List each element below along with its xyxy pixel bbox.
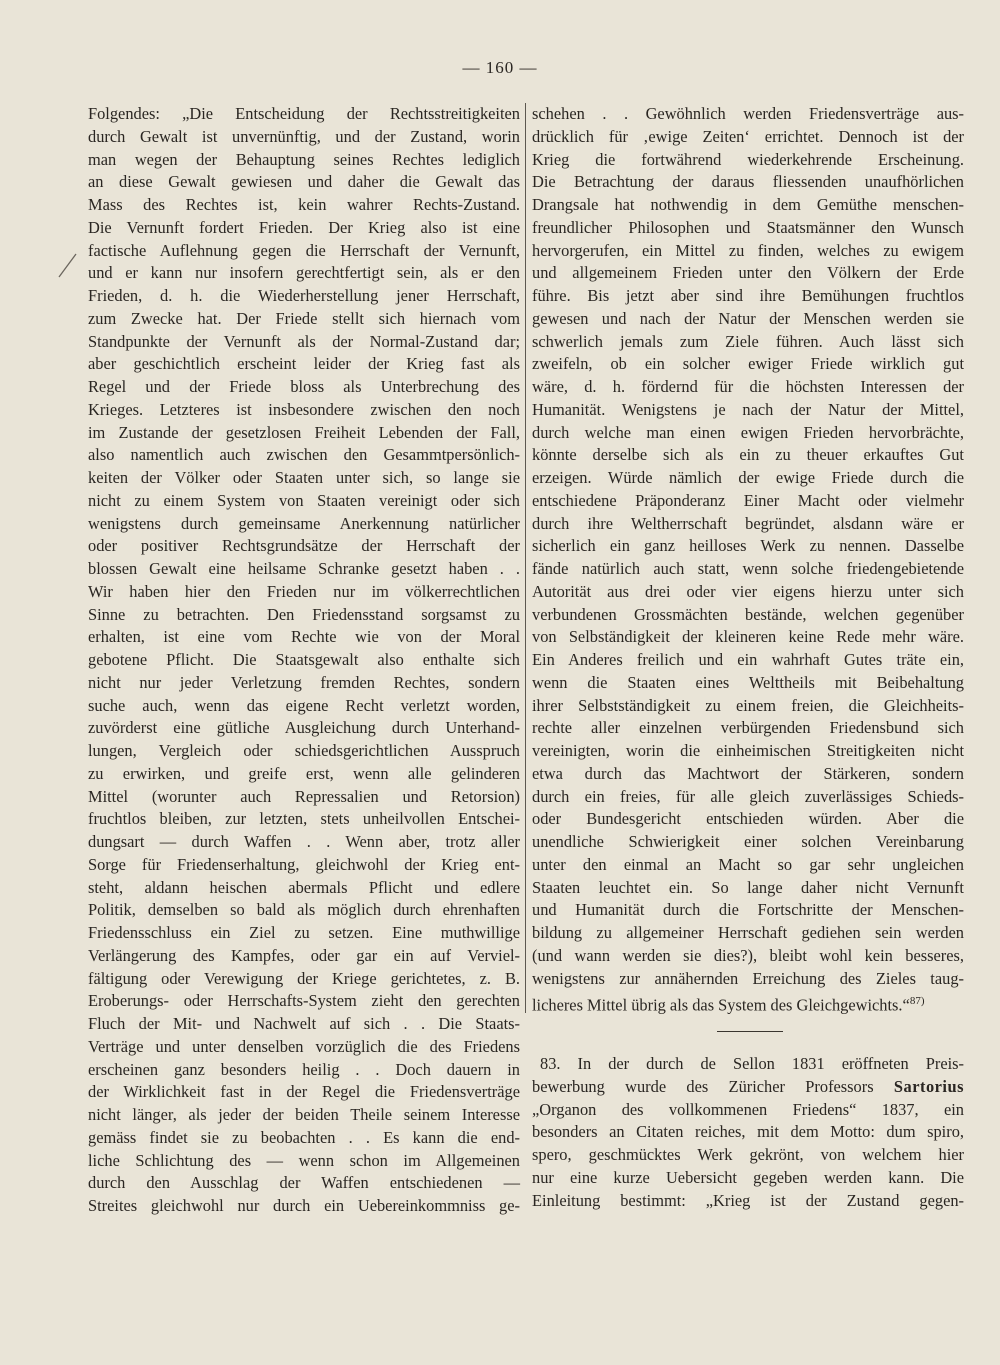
text-line: zuvörderst eine gütliche Ausgleichung durch Unterhand- xyxy=(88,718,520,738)
section-83-rest xyxy=(532,1099,964,1213)
text-line: Mass des Rechtes ist, kein wahrer Rechts-Zustand. xyxy=(88,195,520,214)
text-line: nicht länger, als jeder der beiden Theile seinem Interesse xyxy=(88,1105,520,1124)
text-line: Wir haben hier den Frieden nur im völkerrechtlichen xyxy=(88,581,520,601)
text-line: nur eine kurze Uebersicht gegeben werden kann. Die xyxy=(532,1167,964,1187)
text-line: Mittel (worunter auch Repressalien und Retorsion) xyxy=(88,786,520,806)
text-line: Verlängerung des Kampfes, oder gar ein auf Verviel- xyxy=(88,945,520,965)
text-line: gewesen und nach der Natur der Menschen werden sie xyxy=(532,308,964,328)
footnote-marker: 87) xyxy=(909,995,925,1008)
text-line: suche auch, wenn das eigene Recht verletzt worden, xyxy=(88,695,520,715)
text-line: man wegen der Behauptung seines Rechtes lediglich xyxy=(88,149,520,169)
text-line: Krieg die fortwährend wiederkehrende Erscheinung. xyxy=(532,149,964,169)
text-line: Einleitung bestimmt: „Krieg ist der Zustand gegen- xyxy=(532,1190,964,1210)
text-line: von Selbständigkeit der kleineren keine Rede mehr wäre. xyxy=(532,627,964,647)
left-column xyxy=(88,103,520,1218)
text-line: wenn die Staaten eines Welttheils mit Beibehaltung xyxy=(532,672,964,692)
text-line: Ein Anderes freilich und ein wahrhaft Gutes träte ein, xyxy=(532,650,964,669)
text-line: Regel und der Friede bloss als Unterbrechung des xyxy=(88,377,520,396)
text-line: Friedensschluss ein Ziel zu setzen. Eine muthwillige xyxy=(88,923,520,942)
text-line: bildung zu allgemeiner Herrschaft gediehen sein werden xyxy=(532,923,964,942)
pencil-margin-mark xyxy=(56,250,78,280)
text-line: unendliche Schwierigkeit einer solchen Vereinbarung xyxy=(532,832,964,851)
text-line: durch ihre Weltherrschaft begründet, alsdann wäre er xyxy=(532,513,964,533)
text-line: „Organon des vollkommenen Friedens“ 1837, ein xyxy=(532,1099,964,1119)
text-line: vereinigten, worin die einheimischen Streitigkeiten nicht xyxy=(532,741,964,760)
text-line: Autorität aus drei oder vier eigens hierzu unter sich xyxy=(532,581,964,601)
text-line: zu erwirken, und greife erst, wenn alle gelinderen xyxy=(88,763,520,783)
text-line: Fluch der Mit- und Nachwelt auf sich . . Die Staats- xyxy=(88,1014,520,1033)
text-line: Sinne zu betrachten. Den Friedensstand sorgsamst zu xyxy=(88,604,520,624)
text-line: fände natürlich auch statt, wenn solche friedengebietende xyxy=(532,559,964,578)
text-line: und allgemeinem Frieden unter den Völkern der Erde xyxy=(532,263,964,283)
text-line: fältigung oder Verewigung der Kriege gerichtetes, z. B. xyxy=(88,968,520,988)
text-line: factische Auflehnung gegen die Herrschaft der Vernunft, xyxy=(88,240,520,260)
text-line: nicht nur jeder Verletzung fremden Rechtes, sondern xyxy=(88,672,520,692)
text-line: Drangsale hat nothwendig in dem Gemüthe menschen- xyxy=(532,195,964,214)
text-line: führe. Bis jetzt aber sind ihre Bemühungen fruchtlos xyxy=(532,286,964,305)
text-line: oder Bundesgericht entschieden würden. Aber die xyxy=(532,809,964,829)
text-line: Verträge und unter denselben vorzüglich die des Friedens xyxy=(88,1036,520,1056)
author-name: Sartorius xyxy=(893,1076,964,1096)
text-line: der Wirklichkeit fast in der Regel die Friedensverträge xyxy=(88,1082,520,1102)
text-line: Die Vernunft fordert Frieden. Der Krieg also ist eine xyxy=(88,217,520,237)
text-line: erscheinen ganz besonders heilig . . Doch dauern in xyxy=(88,1059,520,1079)
text-line: wenigstens durch gemeinsame Anerkennung natürlicher xyxy=(88,513,520,533)
text-line: hervorgerufen, ein Mittel zu finden, welches zu ewigem xyxy=(532,240,964,260)
text-line: durch den Ausschlag der Waffen entschiedenen — xyxy=(88,1173,520,1193)
text-line: wäre, d. h. fördernd für die höchsten Interessen der xyxy=(532,377,964,396)
text-line: wenigstens zur annähernden Erreichung des Zieles taug- xyxy=(532,968,964,988)
page-number: — 160 — xyxy=(462,58,538,77)
column-divider xyxy=(525,103,526,1013)
text-line: etwa durch das Machtwort der Stärkeren, sondern xyxy=(532,763,964,783)
text-line: freundlicher Philosophen und Staatsmänner den Wunsch xyxy=(532,217,964,237)
text-line: dungsart — durch Waffen . . Wenn aber, trotz aller xyxy=(88,832,520,851)
text-line: und er kann nur insofern gerechtfertigt sein, als er den xyxy=(88,263,520,283)
section-83-line: 83. In der durch de Sellon 1831 eröffneten Preis- xyxy=(540,1054,964,1073)
text-line: besonders an Citaten reiches, mit dem Motto: dum spiro, xyxy=(532,1122,964,1142)
text-line: durch ein freies, für alle gleich zuverlässiges Schieds- xyxy=(532,786,964,806)
section-83 xyxy=(532,1053,964,1212)
text-line: zum Zwecke hat. Der Friede stellt sich hiernach vom xyxy=(88,308,520,328)
text-line: blossen Gewalt eine heilsame Schranke gesetzt haben . . xyxy=(88,559,520,578)
text-line: sicherlich ein ganz heilloses Werk zu nennen. Dasselbe xyxy=(532,536,964,556)
text-line: (und wann werden sie dies?), bleibt wohl kein besseres, xyxy=(532,945,964,965)
section-83-text: bewerbung wurde des Züricher Professors xyxy=(532,1076,874,1096)
text-line: zweifeln, ob ein solcher ewiger Friede wirklich gut xyxy=(532,354,964,374)
text-line: Die Betrachtung der daraus fliessenden unaufhörlichen xyxy=(532,172,964,192)
text-line: fruchtlos bleiben, zur letzten, stets unheilvollen Entschei- xyxy=(88,809,520,829)
text-line: keiten der Völker oder Staaten unter sich, so lange sie xyxy=(88,468,520,487)
text-line: im Zustande der gesetzlosen Freiheit Lebenden der Fall, xyxy=(88,422,520,442)
text-line: also namentlich auch zwischen den Gesammtpersönlich- xyxy=(88,445,520,465)
text-line: unter den einmal an Macht so gar sehr ungleichen xyxy=(532,854,964,874)
text-line: könnte derselbe sich als ein zu theuer erkauftes Gut xyxy=(532,445,964,465)
text-line: Politik, demselben so bald als möglich durch ehrenhaften xyxy=(88,900,520,920)
text-line-content: licheres Mittel übrig als das System des Gleichgewichts.“ xyxy=(532,995,910,1015)
text-line: durch Gewalt ist unvernünftig, und der Zustand, worin xyxy=(88,126,520,146)
text-line: und Humanität durch die Fortschritte der Menschen- xyxy=(532,900,964,920)
text-line: oder positiver Rechtsgrundsätze der Herrschaft der xyxy=(88,536,520,556)
text-line: Frieden, d. h. die Wiederherstellung jener Herrschaft, xyxy=(88,286,520,305)
text-line: Humanität. Wenigstens je nach der Natur der Mittel, xyxy=(532,399,964,419)
text-line: ihrer Selbstständigkeit zu einem freien, die Gleichheits- xyxy=(532,695,964,715)
text-line: steht, aldann heischen abermals Pflicht und edlere xyxy=(88,877,520,897)
text-line: gebotene Pflicht. Die Staatsgewalt also enthalte sich xyxy=(88,650,520,669)
right-column xyxy=(532,103,964,1013)
text-line: Sorge für Friedenserhaltung, gleichwohl der Krieg ent- xyxy=(88,854,520,874)
text-line: liche Schlichtung des — wenn schon im Allgemeinen xyxy=(88,1150,520,1170)
text-line: erhalten, ist eine vom Rechte wie von der Moral xyxy=(88,627,520,647)
text-line: Folgendes: „Die Entscheidung der Rechtsstreitigkeiten xyxy=(88,104,520,123)
text-line: Staaten leuchtet ein. So lange daher nicht Vernunft xyxy=(532,877,964,897)
text-line: verbundenen Grossmächten bestände, welchen gegenüber xyxy=(532,604,964,624)
text-line: Standpunkte der Vernunft als der Normal-Zustand dar; xyxy=(88,331,520,351)
text-line: lungen, Vergleich oder schiedsgerichtlichen Ausspruch xyxy=(88,741,520,760)
text-line: entschiedene Präponderanz Einer Macht oder vielmehr xyxy=(532,490,964,510)
text-line: erzeigen. Würde nämlich der ewige Friede durch die xyxy=(532,468,964,487)
text-line: Eroberungs- oder Herrschafts-System zieht den gerechten xyxy=(88,991,520,1011)
text-line: schwerlich jemals zum Ziele führen. Auch lässt sich xyxy=(532,331,964,351)
text-line: rechte aller einzelnen verbürgenden Friedensbund sich xyxy=(532,718,964,738)
text-line: aber geschichtlich erscheint leider der Krieg fast als xyxy=(88,354,520,374)
text-line: gemäss findet sie zu beobachten . . Es kann die end- xyxy=(88,1127,520,1147)
text-line: an diese Gewalt gewiesen und daher die Gewalt das xyxy=(88,172,520,192)
text-line xyxy=(532,990,964,1013)
text-line: drücklich für ‚ewige Zeiten‘ errichtet. Dennoch ist der xyxy=(532,126,964,146)
text-line: nicht zu einem System von Staaten vereinigt oder sich xyxy=(88,490,520,510)
text-line: schehen . . Gewöhnlich werden Friedensverträge aus- xyxy=(532,104,964,123)
text-line: Krieges. Letzteres ist insbesondere zwischen den noch xyxy=(88,399,520,419)
section-separator xyxy=(717,1031,783,1032)
text-line: durch welche man einen ewigen Frieden hervorbrächte, xyxy=(532,422,964,442)
text-line: spero, geschmücktes Werk gekrönt, von welchem hier xyxy=(532,1145,964,1164)
text-line: Streites gleichwohl nur durch ein Uebereinkommniss ge- xyxy=(88,1196,520,1215)
section-83-line xyxy=(532,1076,964,1099)
